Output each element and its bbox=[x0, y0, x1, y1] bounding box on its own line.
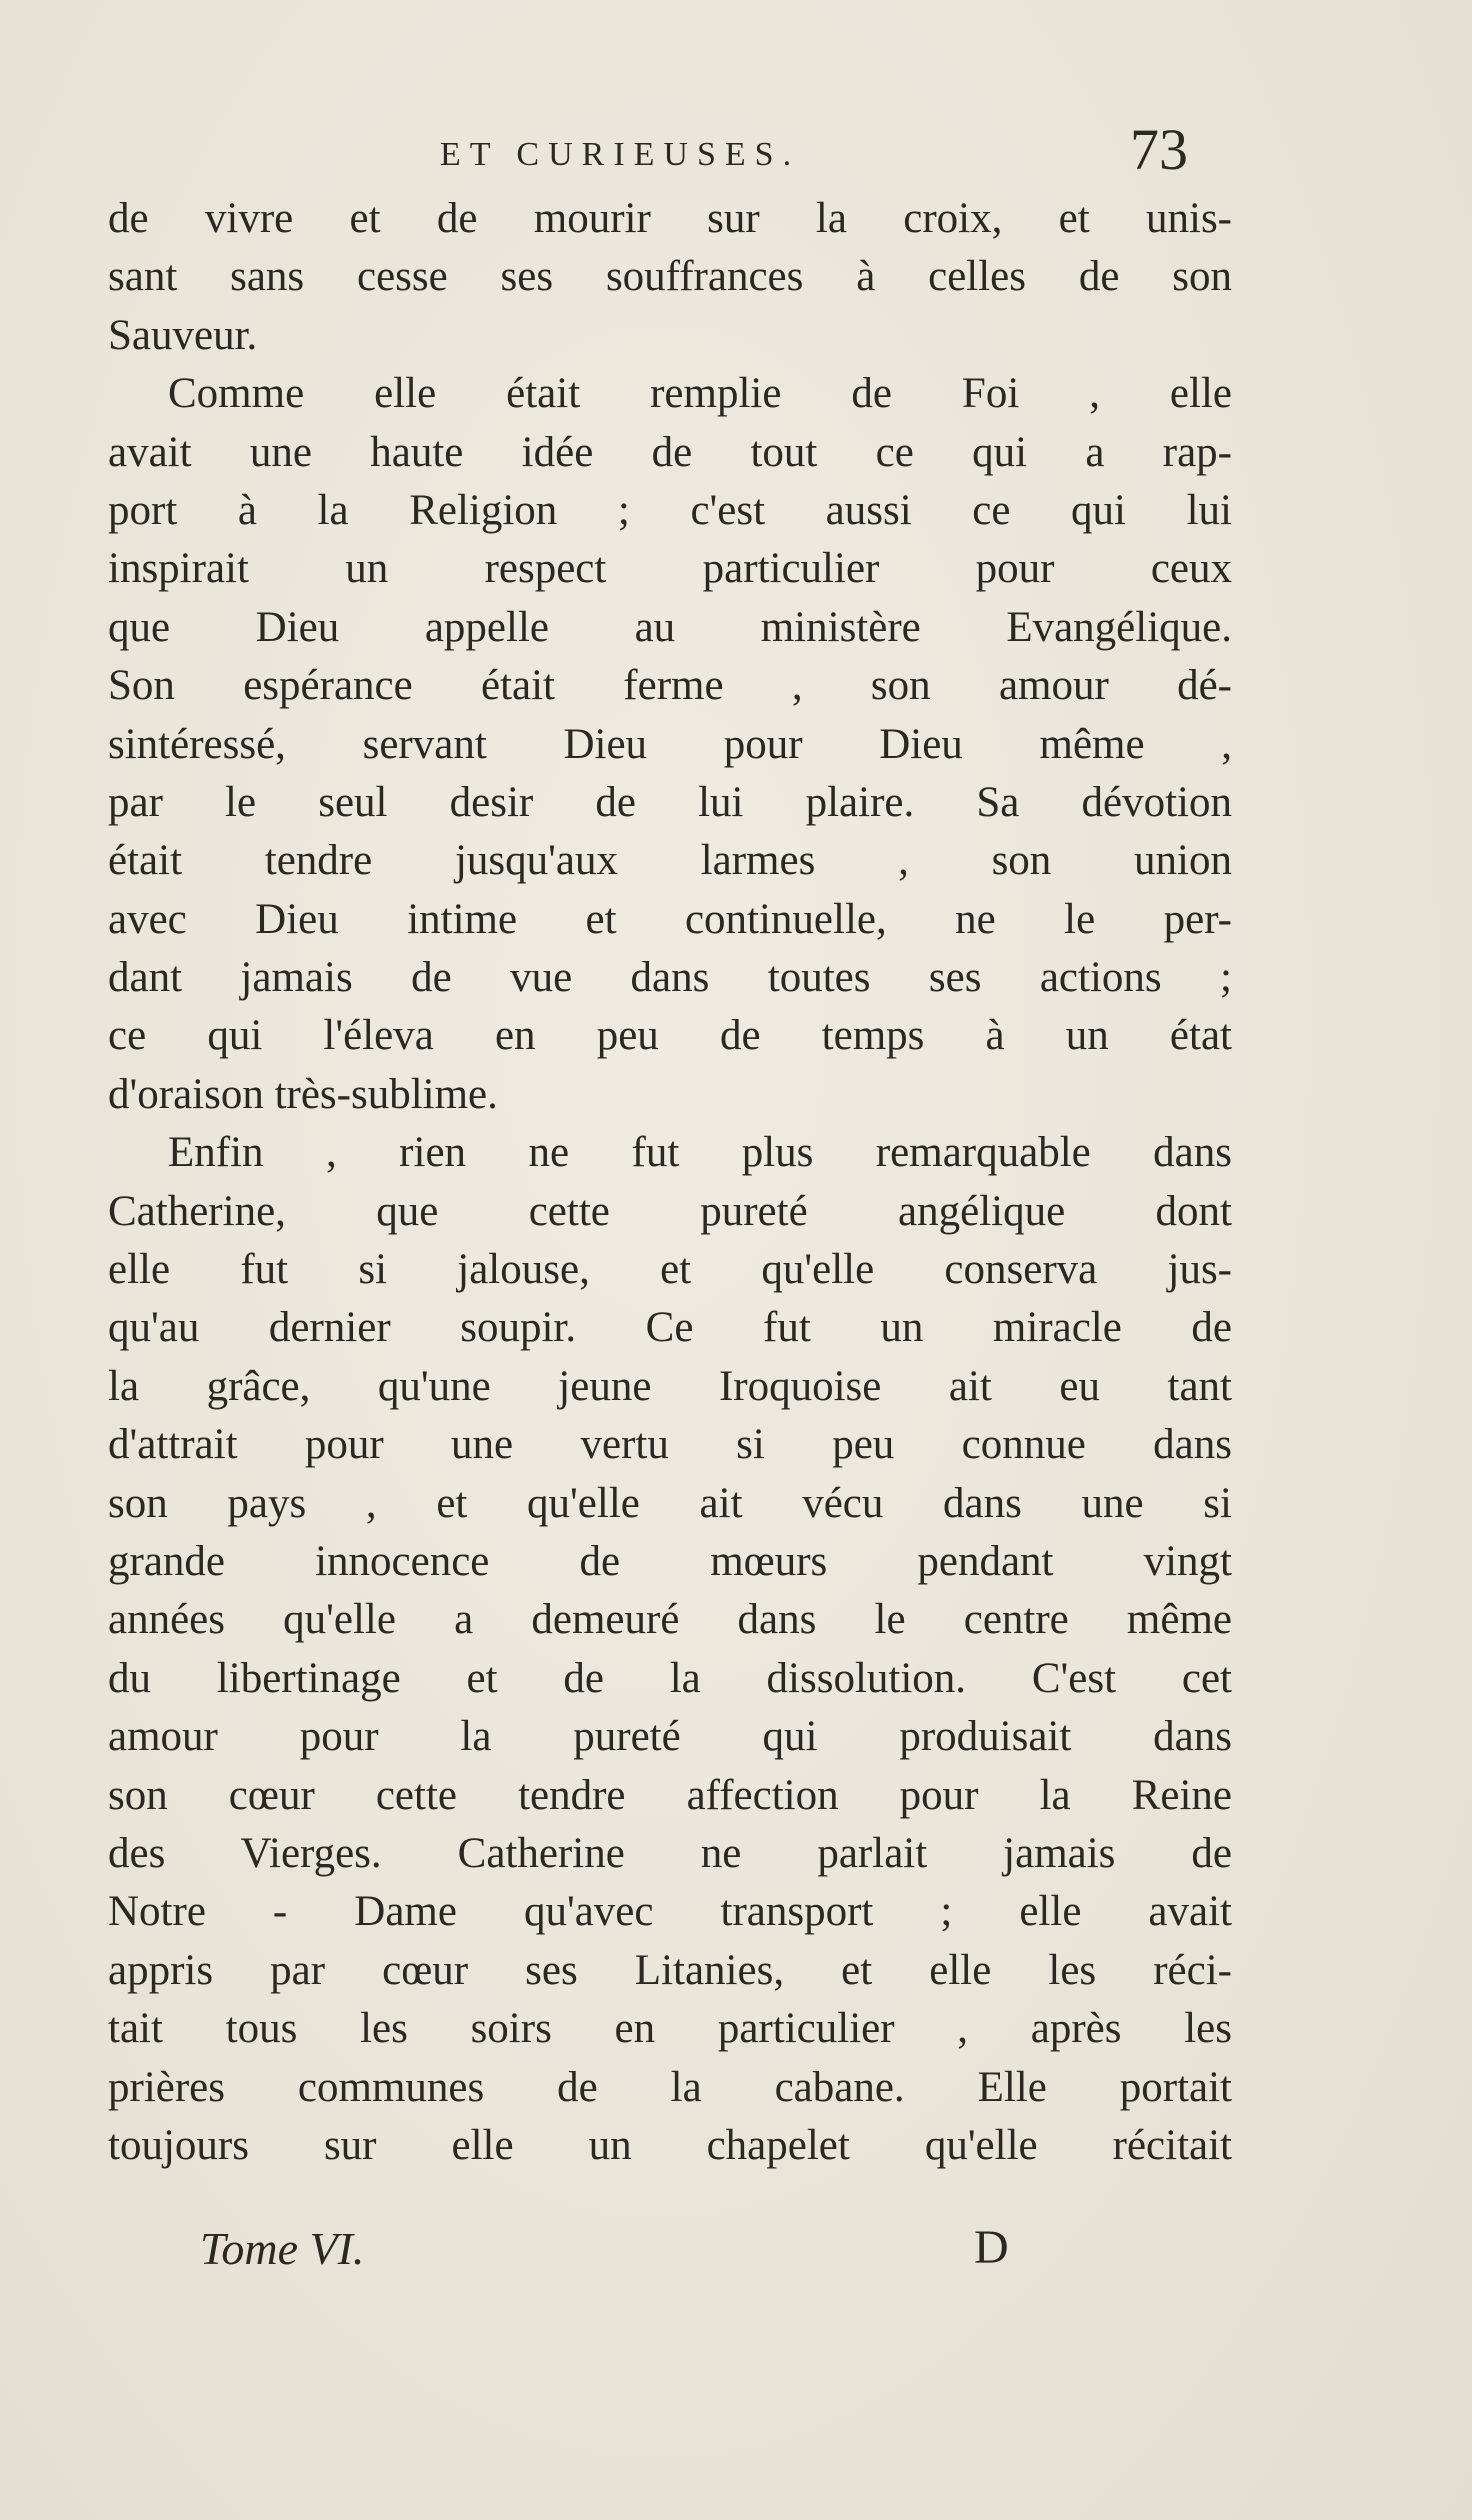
text-line: tait tous les soirs en particulier , après les bbox=[108, 2005, 1232, 2053]
signature-mark: D bbox=[974, 2221, 1009, 2274]
text-line: par le seul desir de lui plaire. Sa dévotion bbox=[108, 778, 1232, 826]
text-line: sintéressé, servant Dieu pour Dieu même , bbox=[108, 720, 1232, 768]
body-text bbox=[108, 190, 1232, 2175]
text-line: était tendre jusqu'aux larmes , son union bbox=[108, 837, 1232, 885]
text-line: des Vierges. Catherine ne parlait jamais de bbox=[108, 1829, 1232, 1877]
text-line: que Dieu appelle au ministère Evangélique. bbox=[108, 603, 1232, 651]
text-line: grande innocence de mœurs pendant vingt bbox=[108, 1537, 1232, 1585]
text-line: inspirait un respect particulier pour ceux bbox=[108, 545, 1232, 593]
text-line: années qu'elle a demeuré dans le centre même bbox=[108, 1596, 1232, 1644]
text-line: avait une haute idée de tout ce qui a rap- bbox=[108, 428, 1232, 476]
text-line: son pays , et qu'elle ait vécu dans une si bbox=[108, 1479, 1232, 1527]
text-line: elle fut si jalouse, et qu'elle conserva jus- bbox=[108, 1246, 1232, 1294]
text-line: Comme elle était remplie de Foi , elle bbox=[168, 370, 1232, 418]
text-line: sant sans cesse ses souffrances à celles de son bbox=[108, 253, 1232, 301]
text-line: d'oraison très-sublime. bbox=[108, 1070, 498, 1118]
text-line: Sauveur. bbox=[108, 311, 258, 359]
text-line: amour pour la pureté qui produisait dans bbox=[108, 1713, 1232, 1761]
page-number: 73 bbox=[1130, 117, 1188, 182]
text-line: Catherine, que cette pureté angélique dont bbox=[108, 1187, 1232, 1235]
text-line: dant jamais de vue dans toutes ses actions ; bbox=[108, 954, 1232, 1002]
text-line: Notre - Dame qu'avec transport ; elle avait bbox=[108, 1888, 1232, 1936]
text-line: prières communes de la cabane. Elle portait bbox=[108, 2063, 1232, 2111]
text-line: d'attrait pour une vertu si peu connue dans bbox=[108, 1421, 1232, 1469]
running-head: ET CURIEUSES. bbox=[440, 136, 801, 173]
text-line: avec Dieu intime et continuelle, ne le per- bbox=[108, 895, 1232, 943]
text-line: du libertinage et de la dissolution. C'est cet bbox=[108, 1654, 1232, 1702]
text-line: port à la Religion ; c'est aussi ce qui lui bbox=[108, 486, 1232, 534]
text-line: appris par cœur ses Litanies, et elle les réci- bbox=[108, 1946, 1232, 1994]
text-line: toujours sur elle un chapelet qu'elle récitait bbox=[108, 2121, 1232, 2169]
text-line: qu'au dernier soupir. Ce fut un miracle de bbox=[108, 1304, 1232, 1352]
text-line: Son espérance était ferme , son amour dé- bbox=[108, 662, 1232, 710]
text-line: Enfin , rien ne fut plus remarquable dans bbox=[168, 1129, 1232, 1177]
text-line: son cœur cette tendre affection pour la Reine bbox=[108, 1771, 1232, 1819]
text-line: la grâce, qu'une jeune Iroquoise ait eu tant bbox=[108, 1362, 1232, 1410]
text-line: de vivre et de mourir sur la croix, et unis- bbox=[108, 195, 1232, 242]
text-line: ce qui l'éleva en peu de temps à un état bbox=[108, 1012, 1232, 1060]
volume-label: Tome VI. bbox=[200, 2223, 365, 2274]
